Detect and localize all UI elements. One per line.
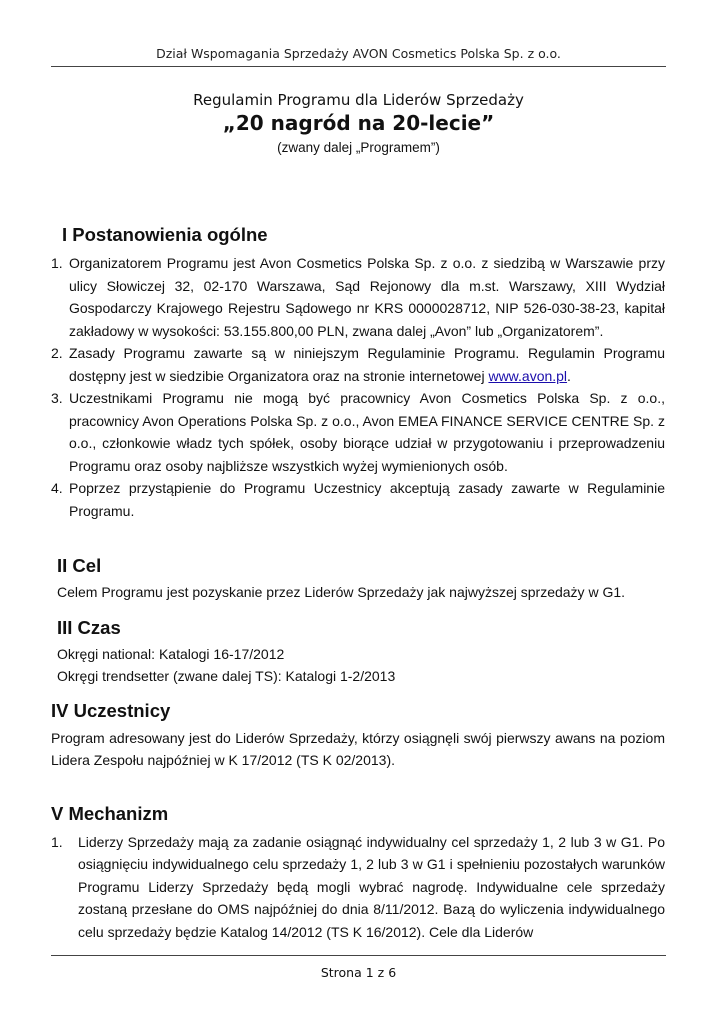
list-number: 2. — [51, 345, 63, 361]
title-note: (zwany dalej „Programem”) — [277, 140, 440, 155]
list-item — [51, 831, 665, 944]
document-title: Regulamin Programu dla Liderów Sprzedaży — [193, 91, 524, 109]
title-block — [51, 90, 666, 158]
list-text-end: . — [567, 367, 571, 384]
section-heading-mechanism: V Mechanizm — [51, 802, 169, 824]
list-text: Organizatorem Programu jest Avon Cosmetics Polska Sp. z o.o. z siedzibą w Warszawie przy ulicy Słowiczej 32, 02-170 Warszawa, Sąd Rejonowy dla m.st. Warszawy, XIII Wydział Gospodarczy Krajowego Rejestru Sądowego nr KRS 0000028712, NIP 526-030-38-23, kapitał zakładowy w wysokości: 53.155.800,00 PLN, zwana dalej „Avon” lub „Organizatorem”. — [69, 255, 665, 339]
running-header: Dział Wspomagania Sprzedaży AVON Cosmetics Polska Sp. z o.o. — [156, 46, 561, 61]
website-link[interactable]: www.avon.pl — [488, 367, 568, 384]
list-text: Zasady Programu zawarte są w niniejszym Regulaminie Programu. Regulamin Programu dostępny jest w siedzibie Organizatora oraz na stronie internetowej — [69, 345, 665, 384]
footer-divider — [51, 955, 666, 956]
section-heading-goal: II Cel — [57, 555, 102, 576]
document-body — [51, 222, 665, 943]
general-provisions-list — [51, 252, 665, 522]
time-line-trendsetter: Okręgi trendsetter (zwane dalej TS): Katalogi 1-2/2013 — [57, 668, 396, 684]
header-divider — [51, 66, 666, 67]
mechanism-list — [51, 831, 665, 944]
list-text: Poprzez przystąpienie do Programu Uczestnicy akceptują zasady zawarte w Regulaminie Programu. — [69, 480, 665, 519]
list-item — [51, 477, 665, 522]
list-item — [51, 252, 665, 342]
participants-text: Program adresowany jest do Liderów Sprzedaży, którzy osiągnęli swój pierwszy awans na poziom Lidera Zespołu najpóźniej w K 17/2012 (TS K 02/2013). — [51, 729, 665, 768]
list-number: 4. — [51, 480, 63, 496]
section-heading-participants: IV Uczestnicy — [51, 699, 171, 721]
list-number: 1. — [51, 833, 63, 850]
section-heading-general: I Postanowienia ogólne — [62, 224, 268, 245]
time-line-national: Okręgi national: Katalogi 16-17/2012 — [57, 645, 285, 662]
section-heading-time: III Czas — [57, 616, 121, 638]
list-text: Liderzy Sprzedaży mają za zadanie osiągnąć indywidualny cel sprzedaży 1, 2 lub 3 w G1. Po osiągnięciu indywidualnego celu sprzedaży 1, 2 lub 3 w G1 i spełnieniu pozostałych warunków Programu Liderzy Sprzedaży będą mogli wybrać nagrodę. Indywidualne cele sprzedaży zostaną przesłane do OMS najpóźniej do dnia 8/11/2012. Bazą do wyliczenia indywidualnego celu sprzedaży będzie Katalog 14/2012 (TS K 16/2012). Cele dla Liderów — [78, 833, 665, 940]
program-name: „20 nagród na 20-lecie” — [222, 111, 495, 135]
list-number: 1. — [51, 255, 63, 271]
page-number: Strona 1 z 6 — [320, 965, 397, 980]
list-text-with-link — [69, 342, 665, 387]
list-text: Uczestnikami Programu nie mogą być pracownicy Avon Cosmetics Polska Sp. z o.o., pracownicy Avon Operations Polska Sp. z o.o., Avon EMEA FINANCE SERVICE CENTRE Sp. z o.o., członkowie władz tych spółek, osoby biorące udział w przygotowaniu i przeprowadzeniu Programu oraz osoby najbliższe wszystkich wyżej wymienionych osób. — [69, 390, 665, 474]
list-number: 3. — [51, 390, 63, 406]
goal-text: Celem Programu jest pozyskanie przez Liderów Sprzedaży jak najwyższej sprzedaży w G1. — [57, 584, 626, 600]
list-item — [51, 387, 665, 477]
list-item — [51, 342, 665, 387]
